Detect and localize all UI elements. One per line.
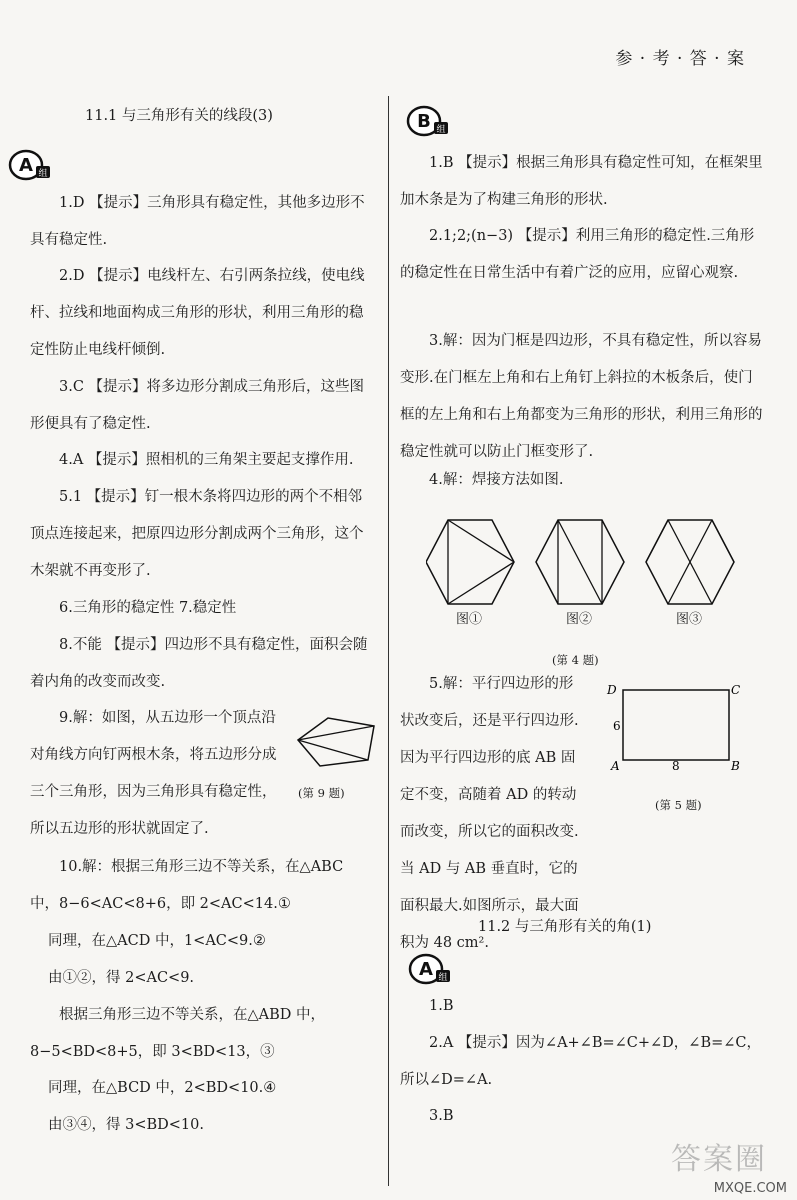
badge-a-group: [6, 148, 52, 182]
badge-a2-sub: 组: [438, 973, 448, 983]
answer-1: 1.D 【提示】三角形具有稳定性，其他多边形不具有稳定性.: [30, 195, 365, 248]
vertex-C: C: [731, 683, 741, 697]
badge-a2-letter: A: [419, 959, 433, 980]
side-length: 6: [613, 719, 621, 733]
answer-b2: 2.1;2;(n−3) 【提示】利用三角形的稳定性.三角形的稳定性在日常生活中有着广泛的应用，应留心观察.: [400, 228, 755, 281]
section-title-11-2: 11.2 与三角形有关的角(1): [478, 919, 652, 935]
fig-label-2: 图②: [566, 612, 593, 627]
answer-3: 3.C 【提示】将多边形分割成三角形后，这些图形便具有了稳定性.: [30, 379, 365, 432]
hexagon-3: [646, 520, 734, 604]
badge-a-letter: A: [19, 155, 33, 176]
answer-8: 8.不能 【提示】四边形不具有稳定性，面积会随着内角的改变而改变.: [30, 637, 368, 690]
badge-b-icon: [404, 104, 450, 138]
badge-b-group: [404, 104, 450, 138]
answer-c2: 2.A 【提示】因为∠A+∠B=∠C+∠D，∠B=∠C，所以∠D=∠A.: [400, 1035, 762, 1088]
answer-c3: 3.B: [429, 1108, 454, 1124]
column-divider: [388, 96, 389, 1186]
answer-c1: 1.B: [429, 998, 454, 1014]
answer-4: 4.A 【提示】照相机的三角架主要起支撑作用.: [59, 452, 354, 468]
base-length: 8: [672, 759, 680, 773]
answer-2: 2.D 【提示】电线杆左、右引两条拉线，使电线杆、拉线和地面构成三角形的形状，利用三角形的稳定性防止电线杆倾倒.: [30, 268, 365, 358]
badge-a-icon: [6, 148, 52, 182]
badge-b-letter: B: [417, 111, 431, 132]
answer-10-line6: 由③④，得 3<BD<10.: [48, 1117, 204, 1133]
answer-10-line1: 10.解：根据三角形三边不等关系，在△ABC 中，8−6<AC<8+6，即 2<AC<14.①: [30, 859, 344, 912]
answer-10-line2: 同理，在△ACD 中，1<AC<9.②: [48, 933, 266, 949]
hexagon-figures: [426, 516, 746, 611]
badge-a2-icon: [406, 952, 452, 986]
answer-10-line3: 由①②，得 2<AC<9.: [48, 970, 195, 986]
answer-10-line4: 根据三角形三边不等关系，在△ABD 中，8−5<BD<8+5，即 3<BD<13，③: [30, 1007, 326, 1060]
rectangle-figure: [605, 678, 745, 773]
pentagon-figure: [292, 710, 382, 770]
badge-b-sub: 组: [436, 125, 446, 135]
section-title-11-1: 11.1 与三角形有关的线段(3): [85, 108, 273, 124]
answer-b5-part: 5.解：平行四边形的形状改变后，还是平行四边形.因为平行四边形的底 AB 固定不变，高随着 AD 的转动而改变，所以它的面积改变.当 AD 与 AB 垂直时，它的面积最大.如图所示，最大面积为 48 cm².: [400, 676, 579, 951]
answer-5: 5.1 【提示】钉一根木条将四边形的两个不相邻顶点连接起来，把原四边形分割成两个三角形，这个木架就不再变形了.: [30, 489, 364, 579]
fig5-caption: (第 5 题): [655, 798, 702, 812]
answer-b3: 3.解：因为门框是四边形，不具有稳定性，所以容易变形.在门框左上角和右上角钉上斜拉的木板条后，使门框的左上角和右上角都变为三角形的形状，利用三角形的稳定性就可以防止门框变形了.: [400, 333, 763, 460]
badge-a2-group: [406, 952, 452, 986]
watermark-logo: 答案圈: [671, 1142, 767, 1177]
answer-10-line5: 同理，在△BCD 中，2<BD<10.④: [48, 1080, 277, 1096]
badge-a-sub: 组: [38, 169, 48, 179]
answer-b1: 1.B 【提示】根据三角形具有稳定性可知，在框架里加木条是为了构建三角形的形状.: [400, 155, 763, 208]
answer-b4: 4.解：焊接方法如图.: [429, 472, 564, 488]
watermark-url: MXQE.COM: [713, 1181, 787, 1196]
fig-label-3: 图③: [676, 612, 703, 627]
hexagon-2: [536, 520, 624, 604]
fig-label-1: 图①: [456, 612, 483, 627]
answer-6-7: 6.三角形的稳定性 7.稳定性: [59, 600, 237, 616]
hexagon-1: [426, 520, 514, 604]
page-header: 参 · 考 · 答 · 案: [615, 49, 745, 69]
fig4-caption: (第 4 题): [552, 653, 599, 667]
fig9-caption: (第 9 题): [298, 786, 345, 800]
vertex-D: D: [607, 683, 617, 697]
vertex-B: B: [731, 759, 740, 773]
answer-9: 9.解：如图，从五边形一个顶点沿对角线方向钉两根木条，将五边形分成三个三角形，因为三角形具有稳定性，所以五边形的形状就固定了.: [30, 710, 277, 837]
vertex-A: A: [611, 759, 620, 773]
